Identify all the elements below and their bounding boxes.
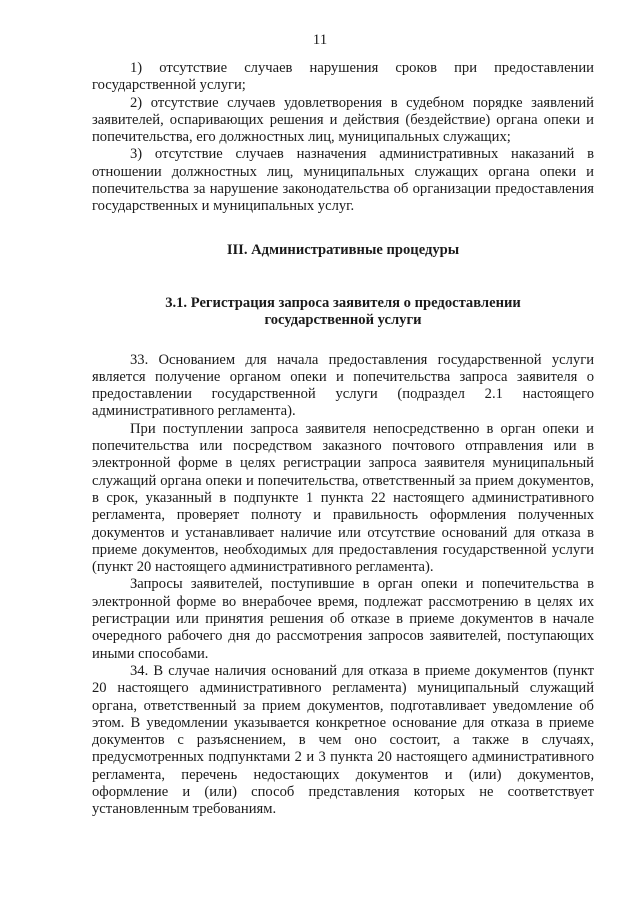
section-heading: III. Административные процедуры (226, 241, 460, 258)
subsection-heading-line: государственной услуги (264, 312, 422, 329)
list-item: 3) отсутствие случаев назначения административных наказаний в отношении должностных лиц, муниципальных служащих органа опеки и попечительства за нарушение законодательства об организации предоставления государственных и муниципальных услуг. (92, 146, 594, 215)
paragraph: Запросы заявителей, поступившие в орган опеки и попечительства в электронной форме во внерабочее время, подлежат рассмотрению в целях их регистрации или принятия решения об отказе в приеме документов в начале очередного рабочего дня до рассмотрения запросов заявителей, поступающих иными способами. (92, 576, 594, 662)
paragraph: 33. Основанием для начала предоставления государственной услуги является получение органом опеки и попечительства запроса заявителя о предоставлении государственной услуги (подраздел 2.1 настоящего административного регламента). (92, 351, 594, 420)
subsection-heading (92, 295, 594, 330)
list-item: 2) отсутствие случаев удовлетворения в судебном порядке заявлений заявителей, оспаривающих решения и действия (бездействие) органа опеки и попечительства, его должностных лиц, муниципальных служащих; (92, 94, 594, 146)
document-body (92, 60, 594, 819)
paragraph: 34. В случае наличия оснований для отказа в приеме документов (пункт 20 настоящего административного регламента) муниципальный служащий органа, ответственный за прием документов, подготавливает уведомление об этом. В уведомлении указывается конкретное основание для отказа в приеме документов с разъяснением, в чем оно состоит, а также в случаях, предусмотренных подпунктами 2 и 3 пункта 20 настоящего административного регламента, перечень недостающих документов и (или) документов, оформление и (или) способ представления которых не соответствует установленным требованиям. (92, 662, 594, 818)
page-number: 11 (312, 32, 328, 48)
paragraph: При поступлении запроса заявителя непосредственно в орган опеки и попечительства или посредством заказного почтового отправления или в электронной форме в целях регистрации запроса заявителя муниципальный служащий органа опеки и попечительства, ответственный за прием документов, в срок, указанный в подпункте 1 пункта 22 настоящего административного регламента, проверяет полноту и правильность оформления полученных документов и устанавливает наличие или отсутствие оснований для отказа в приеме документов, необходимых для предоставления государственной услуги (пункт 20 настоящего административного регламента). (92, 420, 594, 576)
subsection-heading-line: 3.1. Регистрация запроса заявителя о предоставлении (165, 294, 521, 311)
list-item: 1) отсутствие случаев нарушения сроков при предоставлении государственной услуги; (92, 60, 594, 94)
